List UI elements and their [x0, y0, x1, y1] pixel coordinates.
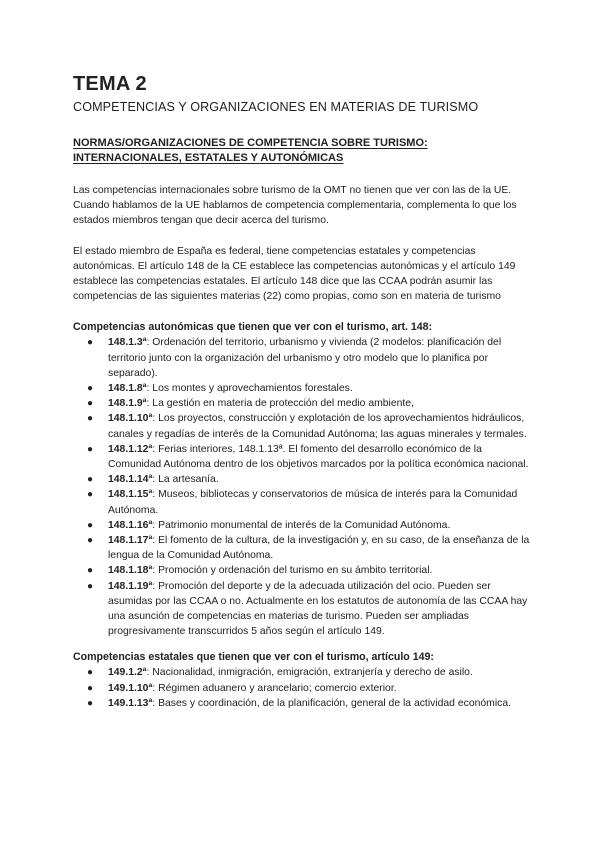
article-text: : La gestión en materia de protección del medio ambiente, [146, 398, 414, 410]
article-code: 148.1.14ª [108, 474, 153, 486]
bullet-icon: ● [87, 667, 94, 679]
article-text: : Patrimonio monumental de interés de la Comunidad Autónoma. [152, 519, 451, 531]
paragraph-international: Las competencias internacionales sobre turismo de la OMT no tienen que ver con las de la UE. Cuando hablamos de la UE hablamos de competencia complementaria, complementa lo que los estados miembros tengan que decir acerca del turismo. [73, 185, 517, 227]
article-code: 148.1.12ª [108, 443, 153, 455]
autonomicas-heading: Competencias autonómicas que tienen que ver con el turismo, art. 148: [73, 321, 433, 334]
article-code: 148.1.9ª [108, 398, 147, 410]
page-title: TEMA 2 [73, 73, 147, 95]
list-item [73, 442, 531, 472]
article-code: 148.1.15ª [108, 489, 153, 501]
article-text: : Los montes y aprovechamientos forestales. [146, 383, 353, 395]
article-text: : El fomento de la cultura, de la investigación y, en su caso, de la enseñanza de la lengua de la Comunidad Autónoma. [108, 535, 530, 562]
page-subtitle: COMPETENCIAS Y ORGANIZACIONES EN MATERIAS DE TURISMO [73, 100, 479, 114]
article-text: : La artesanía. [152, 474, 219, 486]
list-item [73, 487, 531, 517]
list-item [73, 563, 531, 578]
article-code: 149.1.13ª [108, 697, 153, 709]
bullet-icon: ● [87, 398, 94, 410]
bullet-icon: ● [87, 519, 94, 531]
article-text: : Bases y coordinación, de la planificación, general de la actividad económica. [152, 697, 511, 709]
list-item [73, 335, 531, 381]
article-code: 148.1.3ª [108, 337, 147, 349]
bullet-icon: ● [87, 535, 94, 547]
article-text: : Museos, bibliotecas y conservatorios de música de interés para la Comunidad Autónoma. [108, 489, 518, 516]
article-text: : Régimen aduanero y arancelario; comercio exterior. [152, 682, 397, 694]
bullet-icon: ● [87, 580, 94, 592]
list-item [73, 396, 531, 411]
article-code: 148.1.16ª [108, 519, 153, 531]
list-item [73, 518, 531, 533]
estatales-list [73, 665, 531, 711]
bullet-icon: ● [87, 682, 94, 694]
article-text: : Los proyectos, construcción y explotación de los aprovechamientos hidráulicos, canales y regadías de interés de la Comunidad Autónoma; las aguas minerales y termales. [108, 413, 527, 440]
bullet-icon: ● [87, 383, 94, 395]
paragraph-spain: El estado miembro de España es federal, tiene competencias estatales y competencias autonómicas. El artículo 148 de la CE establece las competencias autonómicas y el artículo 149 establece las competencias estatales. El artículo 148 dice que las CCAA podrán asumir las competencias de las siguientes materias (22) como propias, como son en materia de turismo [73, 245, 516, 303]
bullet-icon: ● [87, 443, 94, 455]
bullet-icon: ● [87, 413, 94, 425]
bullet-icon: ● [87, 474, 94, 486]
article-text: : Promoción y ordenación del turismo en su ámbito territorial. [152, 565, 433, 577]
article-code: 148.1.10ª [108, 413, 153, 425]
list-item [73, 696, 531, 711]
article-code: 148.1.17ª [108, 535, 153, 547]
list-item [73, 381, 531, 396]
article-code: 148.1.18ª [108, 565, 153, 577]
article-code: 149.1.2ª [108, 667, 147, 679]
bullet-icon: ● [87, 565, 94, 577]
list-item [73, 579, 531, 640]
document-page [73, 72, 531, 711]
bullet-icon: ● [87, 337, 94, 349]
section-heading: NORMAS/ORGANIZACIONES DE COMPETENCIA SOBRE TURISMO: INTERNACIONALES, ESTATALES Y AUTONÓMICAS [73, 137, 428, 164]
article-text: : Ordenación del territorio, urbanismo y vivienda (2 modelos: planificación del territorio junto con la organización del urbanismo y otro modelo que lo planifica por separado). [108, 337, 502, 379]
bullet-icon: ● [87, 697, 94, 709]
autonomicas-list [73, 335, 531, 639]
list-item [73, 411, 531, 441]
estatales-heading: Competencias estatales que tienen que ver con el turismo, artículo 149: [73, 651, 434, 664]
bullet-icon: ● [87, 489, 94, 501]
article-text: : Ferias interiores, 148.1.13ª. El fomento del desarrollo económico de la Comunidad Autónoma dentro de los objetivos marcados por la política económica nacional. [108, 443, 529, 471]
article-code: 149.1.10ª [108, 682, 153, 694]
list-item [73, 472, 531, 487]
list-item [73, 665, 531, 680]
article-code: 148.1.8ª [108, 383, 147, 395]
list-item [73, 533, 531, 563]
article-code: 148.1.19ª [108, 580, 153, 592]
article-text: : Nacionalidad, inmigración, emigración, extranjería y derecho de asilo. [146, 667, 473, 679]
list-item [73, 681, 531, 696]
article-text: : Promoción del deporte y de la adecuada utilización del ocio. Pueden ser asumidas por las CCAA o no. Actualmente en los estatutos de autonomía de las CCAA hay una asunción de competencias en materias de turismo. Pueden ser ampliadas progresivamente transcurridos 5 años según el artículo 149. [108, 580, 528, 638]
